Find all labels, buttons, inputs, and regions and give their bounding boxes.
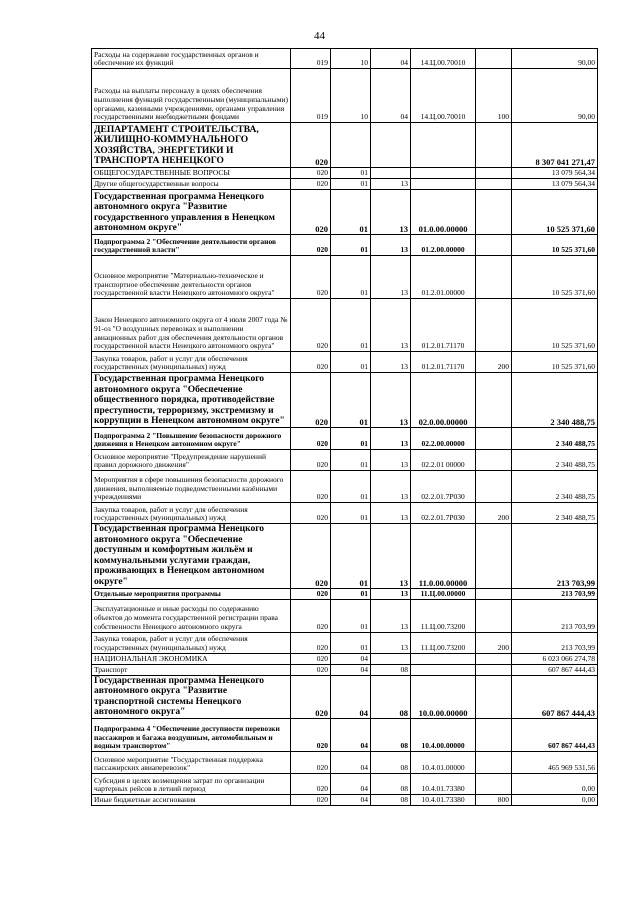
row-amount: 90,00 [512, 49, 598, 69]
row-name: Основное мероприятие "Предупреждение нарушений правил дорожного движения" [92, 450, 291, 471]
row-name: Закон Ненецкого автономного округа от 4 июля 2007 года № 91-оз "О воздушных перевозках и выполнении авиационных работ для обеспечения деятельности органов государственной власти Ненецкого автономного округа" [92, 299, 291, 352]
row-name: Расходы на содержание государственных органов и обеспечение их функций [92, 49, 291, 69]
row-expense-type [476, 123, 512, 168]
row-ved-code: 020 [291, 123, 331, 168]
row-ved-code: 020 [291, 664, 331, 675]
row-section-code: 01 [331, 235, 371, 256]
row-ved-code: 020 [291, 503, 331, 524]
table-row [92, 632, 598, 653]
row-subsection-code: 08 [371, 751, 411, 773]
row-subsection-code: 13 [371, 352, 411, 373]
row-amount: 2 340 488,75 [512, 450, 598, 471]
row-expense-type [476, 588, 512, 599]
row-expense-type [476, 190, 512, 235]
table-row [92, 428, 598, 450]
row-target-article: 14.Ц.00.70010 [411, 49, 476, 69]
row-amount: 10 525 371,60 [512, 190, 598, 235]
row-amount: 607 867 444,43 [512, 664, 598, 675]
row-name: Подпрограмма 2 "Обеспечение деятельности органов государственной власти" [92, 235, 291, 256]
row-expense-type: 200 [476, 632, 512, 653]
row-subsection-code: 13 [371, 235, 411, 256]
row-target-article: 02.2.01.7Р030 [411, 471, 476, 503]
row-name: Эксплуатационные и иные расходы по содержанию объектов до момента государственной регистрации права собственности Ненецкого автономного округа [92, 599, 291, 632]
row-target-article: 01.0.00.00000 [411, 190, 476, 235]
table-row [92, 718, 598, 751]
row-target-article [411, 179, 476, 190]
row-section-code: 01 [331, 256, 371, 299]
table-row [92, 794, 598, 805]
table-row [92, 450, 598, 471]
row-target-article: 10.4.00.00000 [411, 718, 476, 751]
row-amount: 2 340 488,75 [512, 471, 598, 503]
row-subsection-code: 13 [371, 524, 411, 589]
row-name: Субсидия в целях возмещения затрат по организации чартерных рейсов в летний период [92, 773, 291, 794]
row-target-article: 01.2.01.71170 [411, 299, 476, 352]
row-ved-code: 020 [291, 299, 331, 352]
row-subsection-code: 08 [371, 794, 411, 805]
row-amount: 90,00 [512, 69, 598, 123]
row-ved-code: 020 [291, 718, 331, 751]
row-name: Иные бюджетные ассигнования [92, 794, 291, 805]
row-subsection-code: 13 [371, 256, 411, 299]
row-subsection-code: 04 [371, 69, 411, 123]
row-ved-code: 020 [291, 632, 331, 653]
row-ved-code: 020 [291, 773, 331, 794]
row-ved-code: 020 [291, 675, 331, 718]
table-row [92, 664, 598, 675]
table-row [92, 471, 598, 503]
row-expense-type [476, 428, 512, 450]
row-ved-code: 020 [291, 352, 331, 373]
row-amount: 2 340 488,75 [512, 503, 598, 524]
table-row [92, 179, 598, 190]
row-name: Основное мероприятие "Материально-техническое и транспортное обеспечение деятельности органов государственной власти Ненецкого автономного округа" [92, 256, 291, 299]
row-subsection-code: 08 [371, 675, 411, 718]
row-ved-code: 020 [291, 428, 331, 450]
row-ved-code: 020 [291, 794, 331, 805]
row-target-article: 01.2.01.00000 [411, 256, 476, 299]
table-row [92, 524, 598, 589]
row-name: ДЕПАРТАМЕНТ СТРОИТЕЛЬСТВА, ЖИЛИЩНО-КОММУНАЛЬНОГО ХОЗЯЙСТВА, ЭНЕРГЕТИКИ И ТРАНСПОРТА НЕНЕЦКОГО [92, 123, 291, 168]
table-row [92, 256, 598, 299]
row-ved-code: 020 [291, 256, 331, 299]
row-ved-code: 020 [291, 235, 331, 256]
row-subsection-code: 13 [371, 179, 411, 190]
row-name: Государственная программа Ненецкого автономного округа "Обеспечение общественного порядка, противодействие преступности, терроризму, экстремизму и коррупции в Ненецком автономном округе" [92, 373, 291, 428]
row-section-code: 01 [331, 299, 371, 352]
row-name: Закупка товаров, работ и услуг для обеспечения государственных (муниципальных) нужд [92, 632, 291, 653]
row-target-article: 10.4.01.73380 [411, 773, 476, 794]
row-amount: 2 340 488,75 [512, 428, 598, 450]
page-number: 44 [314, 30, 325, 42]
row-section-code: 01 [331, 450, 371, 471]
row-ved-code: 020 [291, 190, 331, 235]
row-expense-type [476, 718, 512, 751]
row-subsection-code: 13 [371, 588, 411, 599]
row-expense-type [476, 471, 512, 503]
row-section-code: 04 [331, 794, 371, 805]
row-subsection-code: 13 [371, 599, 411, 632]
row-target-article: 02.2.01 00000 [411, 450, 476, 471]
row-section-code: 01 [331, 179, 371, 190]
row-amount: 2 340 488,75 [512, 373, 598, 428]
table-row [92, 352, 598, 373]
row-amount: 0,00 [512, 794, 598, 805]
table-row [92, 373, 598, 428]
row-name: Закупка товаров, работ и услуг для обеспечения государственных (муниципальных) нужд [92, 352, 291, 373]
row-amount: 10 525 371,60 [512, 256, 598, 299]
row-ved-code: 019 [291, 49, 331, 69]
row-name: Подпрограмма 2 "Повышение безопасности дорожного движения в Ненецком автономном округе" [92, 428, 291, 450]
budget-table [91, 48, 598, 806]
row-expense-type [476, 373, 512, 428]
row-section-code: 04 [331, 773, 371, 794]
row-subsection-code: 13 [371, 471, 411, 503]
table-row [92, 69, 598, 123]
row-target-article: 11.0.00.00000 [411, 524, 476, 589]
row-name: Государственная программа Ненецкого автономного округа "Развитие транспортной системы Ненецкого автономного округа" [92, 675, 291, 718]
row-expense-type [476, 751, 512, 773]
row-subsection-code [371, 123, 411, 168]
row-expense-type [476, 168, 512, 179]
row-name: Основное мероприятие "Государственная поддержка пассажирских авиаперевозок" [92, 751, 291, 773]
row-subsection-code: 13 [371, 450, 411, 471]
row-name: Расходы на выплаты персоналу в целях обеспечения выполнения функций государственными (муниципальными) органами, казенными учреждениями, органами управления государственными внебюджетными фондами [92, 69, 291, 123]
row-ved-code: 020 [291, 179, 331, 190]
row-expense-type [476, 773, 512, 794]
row-ved-code: 020 [291, 373, 331, 428]
row-expense-type [476, 450, 512, 471]
row-ved-code: 020 [291, 450, 331, 471]
row-expense-type [476, 179, 512, 190]
row-ved-code: 020 [291, 599, 331, 632]
row-expense-type: 100 [476, 69, 512, 123]
row-section-code: 01 [331, 168, 371, 179]
row-section-code [331, 123, 371, 168]
table-row [92, 503, 598, 524]
row-amount: 213 703,99 [512, 599, 598, 632]
row-section-code: 01 [331, 190, 371, 235]
row-name: Государственная программа Ненецкого автономного округа "Развитие государственного управления в Ненецком автономном округе" [92, 190, 291, 235]
row-subsection-code: 08 [371, 718, 411, 751]
table-row [92, 653, 598, 664]
row-target-article: 02.2.01.7Р030 [411, 503, 476, 524]
row-section-code: 04 [331, 653, 371, 664]
row-section-code: 01 [331, 599, 371, 632]
row-section-code: 04 [331, 751, 371, 773]
row-name: ОБЩЕГОСУДАРСТВЕННЫЕ ВОПРОСЫ [92, 168, 291, 179]
row-amount: 213 703,99 [512, 588, 598, 599]
row-expense-type [476, 653, 512, 664]
row-name: Мероприятия в сфере повышения безопасности дорожного движения, выполняемые подведомственными казёнными учреждениями [92, 471, 291, 503]
row-expense-type [476, 675, 512, 718]
row-target-article: 02.2.00.00000 [411, 428, 476, 450]
table-row [92, 168, 598, 179]
row-expense-type [476, 256, 512, 299]
row-amount: 10 525 371,60 [512, 352, 598, 373]
row-amount: 0,00 [512, 773, 598, 794]
row-ved-code: 020 [291, 168, 331, 179]
row-target-article: 10.0.00.00000 [411, 675, 476, 718]
row-expense-type [476, 664, 512, 675]
row-target-article: 11.Ц.00.73200 [411, 599, 476, 632]
table-row [92, 190, 598, 235]
row-name: НАЦИОНАЛЬНАЯ ЭКОНОМИКА [92, 653, 291, 664]
row-name: Транспорт [92, 664, 291, 675]
row-amount: 465 969 531,56 [512, 751, 598, 773]
row-ved-code: 020 [291, 751, 331, 773]
row-subsection-code: 13 [371, 373, 411, 428]
row-section-code: 01 [331, 588, 371, 599]
row-amount: 13 079 564,34 [512, 179, 598, 190]
row-expense-type: 200 [476, 503, 512, 524]
row-amount: 8 307 041 271,47 [512, 123, 598, 168]
row-subsection-code: 13 [371, 428, 411, 450]
row-name: Подпрограмма 4 "Обеспечение доступности перевозки пассажиров и багажа воздушным, автомобильным и водным транспортом" [92, 718, 291, 751]
row-target-article: 01.2.01.71170 [411, 352, 476, 373]
row-target-article: 01.2.00.00000 [411, 235, 476, 256]
row-target-article: 02.0.00.00000 [411, 373, 476, 428]
table-row [92, 599, 598, 632]
table-row [92, 675, 598, 718]
row-subsection-code: 13 [371, 190, 411, 235]
row-target-article: 11.Ц.00.00000 [411, 588, 476, 599]
row-section-code: 01 [331, 524, 371, 589]
row-section-code: 04 [331, 664, 371, 675]
row-subsection-code: 08 [371, 773, 411, 794]
table-row [92, 123, 598, 168]
row-expense-type [476, 599, 512, 632]
row-expense-type: 200 [476, 352, 512, 373]
row-name: Государственная программа Ненецкого автономного округа "Обеспечение доступным и комфортным жильём и коммунальными услугами граждан, проживающих в Ненецком автономном округе" [92, 524, 291, 589]
row-amount: 10 525 371,60 [512, 235, 598, 256]
row-section-code: 04 [331, 718, 371, 751]
row-expense-type [476, 299, 512, 352]
row-name: Отдельные мероприятия программы [92, 588, 291, 599]
table-row [92, 235, 598, 256]
row-amount: 607 867 444,43 [512, 675, 598, 718]
row-amount: 213 703,99 [512, 524, 598, 589]
row-section-code: 10 [331, 69, 371, 123]
row-subsection-code [371, 653, 411, 664]
table-row [92, 751, 598, 773]
table-row [92, 299, 598, 352]
row-subsection-code: 13 [371, 503, 411, 524]
row-target-article: 10.4.01.73380 [411, 794, 476, 805]
row-section-code: 01 [331, 373, 371, 428]
row-target-article: 14.Ц.00.70010 [411, 69, 476, 123]
row-amount: 213 703,99 [512, 632, 598, 653]
row-amount: 607 867 444,43 [512, 718, 598, 751]
table-row [92, 49, 598, 69]
row-section-code: 10 [331, 49, 371, 69]
row-name: Другие общегосударственные вопросы [92, 179, 291, 190]
row-section-code: 01 [331, 471, 371, 503]
table-row [92, 588, 598, 599]
row-expense-type [476, 524, 512, 589]
row-subsection-code: 13 [371, 632, 411, 653]
row-name: Закупка товаров, работ и услуг для обеспечения государственных (муниципальных) нужд [92, 503, 291, 524]
row-expense-type: 800 [476, 794, 512, 805]
row-section-code: 04 [331, 675, 371, 718]
row-subsection-code: 13 [371, 299, 411, 352]
row-ved-code: 020 [291, 524, 331, 589]
row-ved-code: 020 [291, 653, 331, 664]
row-expense-type [476, 49, 512, 69]
row-target-article [411, 123, 476, 168]
row-subsection-code [371, 168, 411, 179]
row-target-article [411, 653, 476, 664]
row-expense-type [476, 235, 512, 256]
row-ved-code: 020 [291, 471, 331, 503]
row-section-code: 01 [331, 632, 371, 653]
row-target-article: 11.Ц.00.73200 [411, 632, 476, 653]
row-amount: 6 023 066 274,78 [512, 653, 598, 664]
row-target-article [411, 168, 476, 179]
row-target-article [411, 664, 476, 675]
row-ved-code: 019 [291, 69, 331, 123]
row-subsection-code: 04 [371, 49, 411, 69]
row-section-code: 01 [331, 428, 371, 450]
table-row [92, 773, 598, 794]
row-amount: 13 079 564,34 [512, 168, 598, 179]
row-target-article: 10.4.01.00000 [411, 751, 476, 773]
row-amount: 10 525 371,60 [512, 299, 598, 352]
row-section-code: 01 [331, 503, 371, 524]
row-ved-code: 020 [291, 588, 331, 599]
row-subsection-code: 08 [371, 664, 411, 675]
row-section-code: 01 [331, 352, 371, 373]
